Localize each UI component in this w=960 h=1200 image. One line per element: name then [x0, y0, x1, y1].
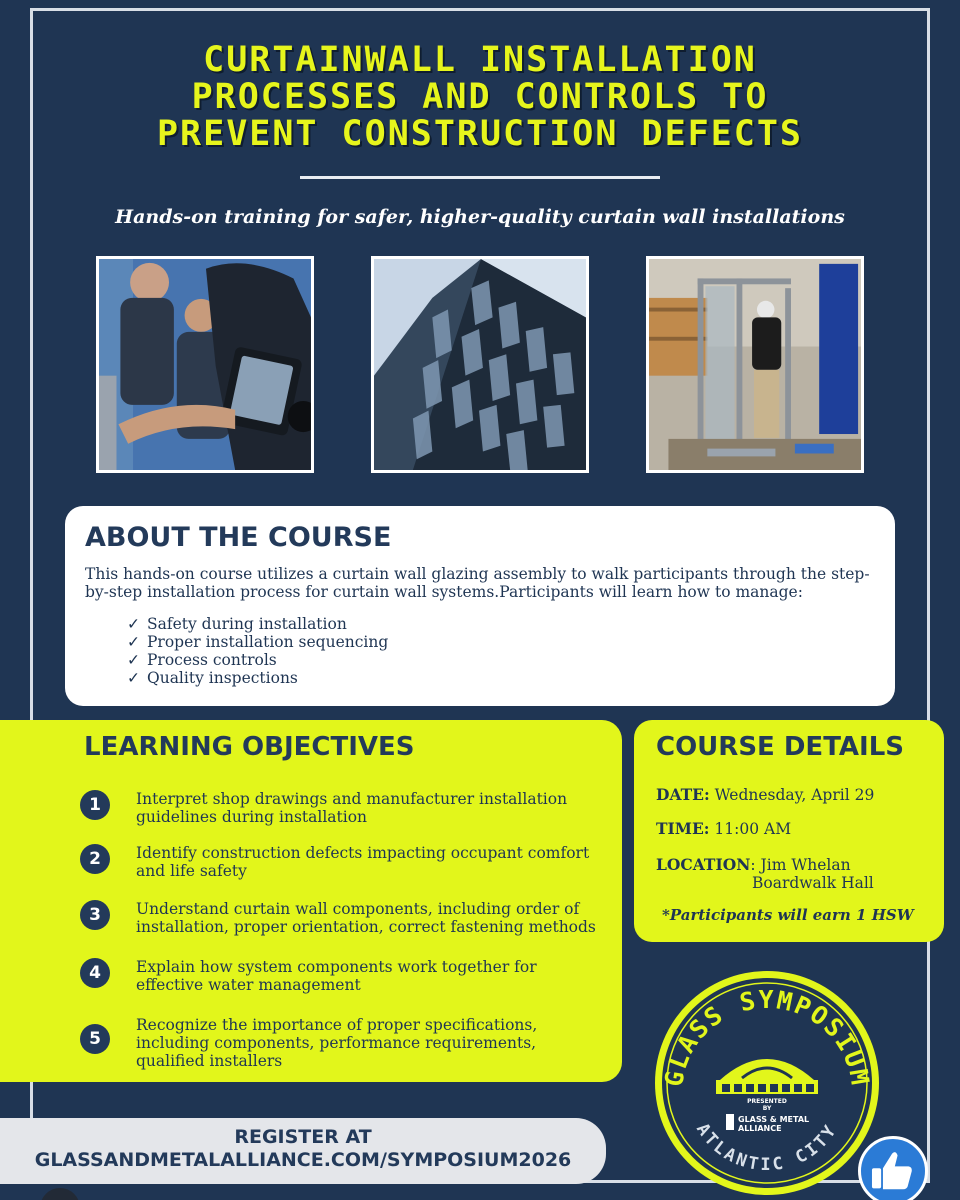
course-details-panel	[634, 720, 944, 942]
seal-org-line1: GLASS & METAL	[738, 1115, 810, 1124]
about-course-card	[65, 506, 895, 706]
about-checklist	[127, 615, 875, 687]
objective-number-badge: 3	[80, 900, 110, 930]
alliance-logo-icon	[726, 1114, 734, 1130]
location-label: LOCATION	[656, 855, 751, 874]
seal-presented-text: PRESENTED	[747, 1098, 787, 1105]
checklist-item: ✓ Safety during installation	[127, 615, 347, 633]
seal-top-text: GLASS SYMPOSIUM	[659, 985, 875, 1089]
time-row	[656, 820, 791, 838]
details-heading: COURSE DETAILS	[656, 732, 905, 762]
objective-text: Interpret shop drawings and manufacturer installation guidelines during installation	[136, 790, 568, 826]
date-label: DATE:	[656, 785, 710, 804]
title-line-3: PREVENT CONSTRUCTION DEFECTS	[156, 114, 803, 154]
about-body: This hands-on course utilizes a curtain wall glazing assembly to walk participants through the step-by-step installation process for curtain wall systems.Participants will learn how to manage:	[85, 565, 870, 601]
location-value-line2: Boardwalk Hall	[752, 874, 874, 892]
checklist-item: ✓ Quality inspections	[127, 669, 298, 687]
checklist-item: ✓ Proper installation sequencing	[127, 633, 389, 651]
objective-text: Recognize the importance of proper specifications, including components, performance requirements, qualified installers	[136, 1016, 538, 1070]
credit-note: *Participants will earn 1 HSW	[662, 906, 914, 924]
objective-text: Identify construction defects impacting occupant comfort and life safety	[136, 844, 590, 880]
time-label: TIME:	[656, 819, 710, 838]
checkmark-icon: ✓	[127, 669, 140, 687]
register-banner[interactable]	[0, 1118, 606, 1184]
checkmark-icon: ✓	[127, 633, 140, 651]
date-value: Wednesday, April 29	[714, 786, 875, 804]
objective-number-badge: 2	[80, 844, 110, 874]
date-row	[656, 786, 874, 804]
objective-number-badge: 5	[80, 1024, 110, 1054]
training-rig-photo	[646, 256, 864, 473]
title-line-1: CURTAINWALL INSTALLATION	[203, 40, 757, 80]
checklist-item: ✓ Process controls	[127, 651, 277, 669]
time-value: 11:00 AM	[714, 820, 792, 838]
objective-text: Understand curtain wall components, including order of installation, proper orientation, correct fastening methods	[136, 900, 596, 936]
seal-by-text: BY	[762, 1105, 772, 1112]
seal-org-line2: ALLIANCE	[738, 1124, 782, 1133]
seal-bottom-text: ATLANTIC CITY	[692, 1119, 842, 1176]
learning-objectives-panel	[0, 720, 622, 1082]
title-divider	[300, 176, 660, 179]
checkmark-icon: ✓	[127, 651, 140, 669]
glass-facade-photo	[371, 256, 589, 473]
installers-with-tablet-photo	[96, 256, 314, 473]
register-label: REGISTER AT	[234, 1126, 372, 1148]
thumbs-up-icon	[861, 1139, 925, 1200]
about-heading: ABOUT THE COURSE	[85, 522, 392, 553]
checkmark-icon: ✓	[127, 615, 140, 633]
page-subtitle: Hands-on training for safer, higher-quality curtain wall installations	[115, 206, 845, 228]
thumbs-up-button[interactable]	[858, 1136, 928, 1200]
location-row	[656, 856, 874, 892]
profile-avatar[interactable]	[40, 1188, 80, 1200]
objective-number-badge: 4	[80, 958, 110, 988]
title-line-2: PROCESSES AND CONTROLS TO	[191, 77, 769, 117]
location-value: : Jim Whelan	[750, 856, 851, 874]
objective-text: Explain how system components work together for effective water management	[136, 958, 537, 994]
glass-symposium-seal	[652, 968, 882, 1198]
objectives-heading: LEARNING OBJECTIVES	[84, 732, 415, 762]
page-title	[60, 42, 900, 153]
register-url-link[interactable]: GLASSANDMETALALLIANCE.COM/SYMPOSIUM2026	[34, 1149, 572, 1171]
objective-number-badge: 1	[80, 790, 110, 820]
